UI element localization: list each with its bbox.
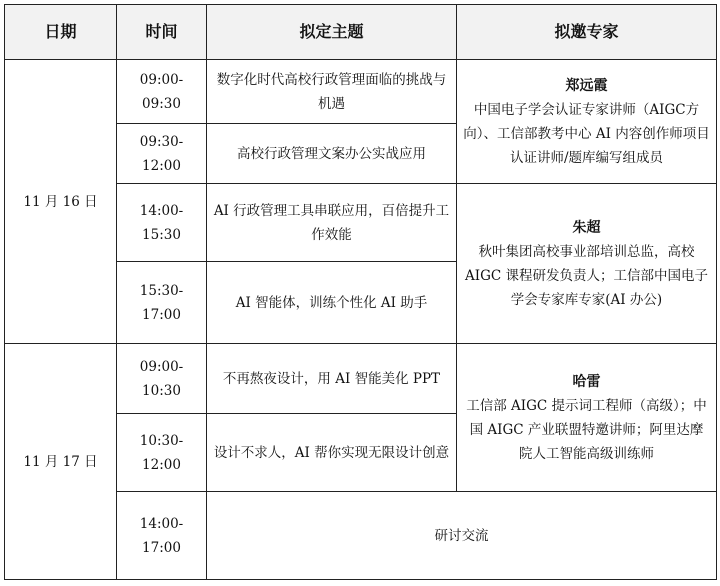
expert-cell	[457, 184, 717, 344]
header-date: 日期	[5, 5, 117, 60]
schedule-table-container	[4, 4, 717, 580]
time-cell: 15:30-17:00	[117, 262, 207, 344]
expert-name: 朱超	[572, 219, 601, 236]
expert-description: 秋叶集团高校事业部培训总监，高校 AIGC 课程研发负责人；工信部中国电子学会专家库专家(AI 办公)	[465, 243, 708, 308]
expert-name: 哈雷	[572, 373, 601, 390]
time-cell: 09:00-09:30	[117, 60, 207, 124]
topic-cell: AI 行政管理工具串联应用，百倍提升工作效能	[207, 184, 457, 262]
time-cell: 10:30-12:00	[117, 414, 207, 492]
expert-description: 中国电子学会认证专家讲师（AIGC方向）、工信部教考中心 AI 内容创作师项目认证讲师/题库编写组成员	[463, 101, 710, 166]
date-cell: 11 月 16 日	[5, 60, 117, 344]
expert-cell	[457, 60, 717, 184]
topic-cell: 数字化时代高校行政管理面临的挑战与机遇	[207, 60, 457, 124]
topic-cell: 设计不求人，AI 帮你实现无限设计创意	[207, 414, 457, 492]
time-cell: 09:30-12:00	[117, 124, 207, 184]
header-row	[5, 5, 717, 60]
header-expert: 拟邀专家	[457, 5, 717, 60]
expert-name: 郑远霞	[565, 77, 608, 94]
discussion-cell: 研讨交流	[207, 492, 717, 580]
expert-description: 工信部 AIGC 提示词工程师（高级）；中国 AIGC 产业联盟特邀讲师；阿里达摩院人工智能高级训练师	[466, 397, 707, 462]
time-cell: 09:00-10:30	[117, 344, 207, 414]
date-cell: 11 月 17 日	[5, 344, 117, 580]
time-cell: 14:00-15:30	[117, 184, 207, 262]
header-time: 时间	[117, 5, 207, 60]
topic-cell: AI 智能体，训练个性化 AI 助手	[207, 262, 457, 344]
schedule-table	[4, 4, 717, 580]
time-cell: 14:00-17:00	[117, 492, 207, 580]
table-row	[5, 60, 717, 124]
table-row	[5, 344, 717, 414]
expert-cell	[457, 344, 717, 492]
topic-cell: 不再熬夜设计，用 AI 智能美化 PPT	[207, 344, 457, 414]
header-topic: 拟定主题	[207, 5, 457, 60]
topic-cell: 高校行政管理文案办公实战应用	[207, 124, 457, 184]
